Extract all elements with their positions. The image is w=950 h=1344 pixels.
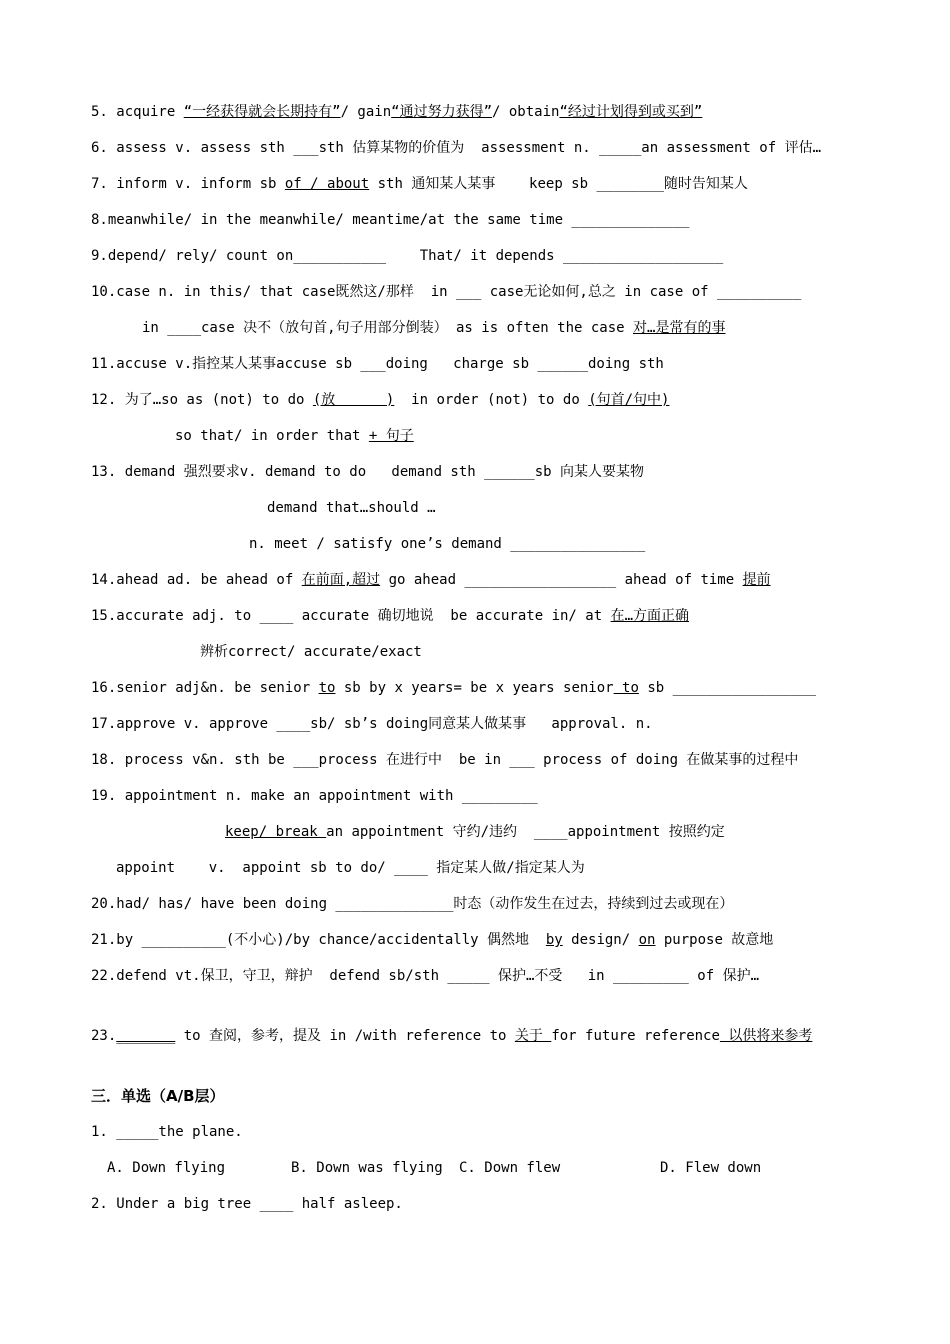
vocab-line-10b: in ____case 决不（放句首,句子用部分倒装） as is often the case 对…是常有的事 <box>142 320 726 336</box>
question-1-option-c: C. Down flew <box>459 1160 561 1176</box>
vocab-line-18: 18. process v&n. sth be ___process 在进行中 be in ___ process of doing 在做某事的过程中 <box>91 752 799 768</box>
vocab-line-7: 7. inform v. inform sb of / about sth 通知某人某事 keep sb ________随时告知某人 <box>91 176 748 192</box>
vocab-line-12b: so that/ in order that + 句子 <box>175 428 414 444</box>
vocab-line-17: 17.approve v. approve ____sb/ sb’s doing同意某人做某事 approval. n. <box>91 716 653 732</box>
vocab-line-16: 16.senior adj&n. be senior to sb by x years= be x years senior to sb _________________ <box>91 680 816 696</box>
vocab-line-14: 14.ahead ad. be ahead of 在前面,超过 go ahead __________________ ahead of time 提前 <box>91 572 771 588</box>
question-2-stem: 2. Under a big tree ____ half asleep. <box>91 1196 403 1212</box>
vocab-line-20: 20.had/ has/ have been doing ______________时态（动作发生在过去，持续到过去或现在） <box>91 896 734 912</box>
question-1-option-b: B. Down was flying <box>291 1160 443 1176</box>
vocab-line-5: 5. acquire “一经获得就会长期持有”/ gain“通过努力获得”/ obtain“经过计划得到或买到” <box>91 104 703 120</box>
vocab-line-15b: 辨析correct/ accurate/exact <box>200 644 422 660</box>
question-1-option-a: A. Down flying <box>107 1160 226 1176</box>
vocab-line-13b: demand that…should … <box>267 500 436 516</box>
vocab-line-15: 15.accurate adj. to ____ accurate 确切地说 be accurate in/ at 在…方面正确 <box>91 608 690 624</box>
section-title: 三．单选（A/B层） <box>91 1087 225 1105</box>
vocab-line-9: 9.depend/ rely/ count on___________ That/ it depends ___________________ <box>91 248 724 264</box>
vocab-line-11: 11.accuse v.指控某人某事accuse sb ___doing charge sb ______doing sth <box>91 356 664 372</box>
vocab-line-22: 22.defend vt.保卫，守卫，辩护 defend sb/sth _____ 保护…不受 in _________ of 保护… <box>91 968 760 984</box>
vocab-line-8: 8.meanwhile/ in the meanwhile/ meantime/at the same time ______________ <box>91 212 690 228</box>
vocab-line-21: 21.by __________(不小心)/by chance/accidentally 偶然地 by design/ on purpose 故意地 <box>91 932 774 948</box>
question-1-stem: 1. _____the plane. <box>91 1124 243 1140</box>
vocab-line-19: 19. appointment n. make an appointment with _________ <box>91 788 538 804</box>
vocab-line-13: 13. demand 强烈要求v. demand to do demand sth ______sb 向某人要某物 <box>91 464 645 480</box>
vocab-line-19b: keep/ break an appointment 守约/违约 ____appointment 按照约定 <box>225 824 725 840</box>
vocab-line-6: 6. assess v. assess sth ___sth 估算某物的价值为 assessment n. _____an assessment of 评估… <box>91 140 822 156</box>
vocab-line-12: 12. 为了…so as (not) to do (放 ) in order (not) to do (句首/句中) <box>91 392 670 408</box>
question-1-option-d: D. Flew down <box>660 1160 762 1176</box>
vocab-line-23: 23._______ to 查阅，参考，提及 in /with reference to 关于 for future reference 以供将来参考 <box>91 1028 813 1044</box>
vocab-line-19c: appoint v. appoint sb to do/ ____ 指定某人做/指定某人为 <box>116 860 585 876</box>
vocab-line-10: 10.case n. in this/ that case既然这/那样 in ___ case无论如何,总之 in case of __________ <box>91 284 802 300</box>
vocab-line-13c: n. meet / satisfy one’s demand ________________ <box>249 536 646 552</box>
